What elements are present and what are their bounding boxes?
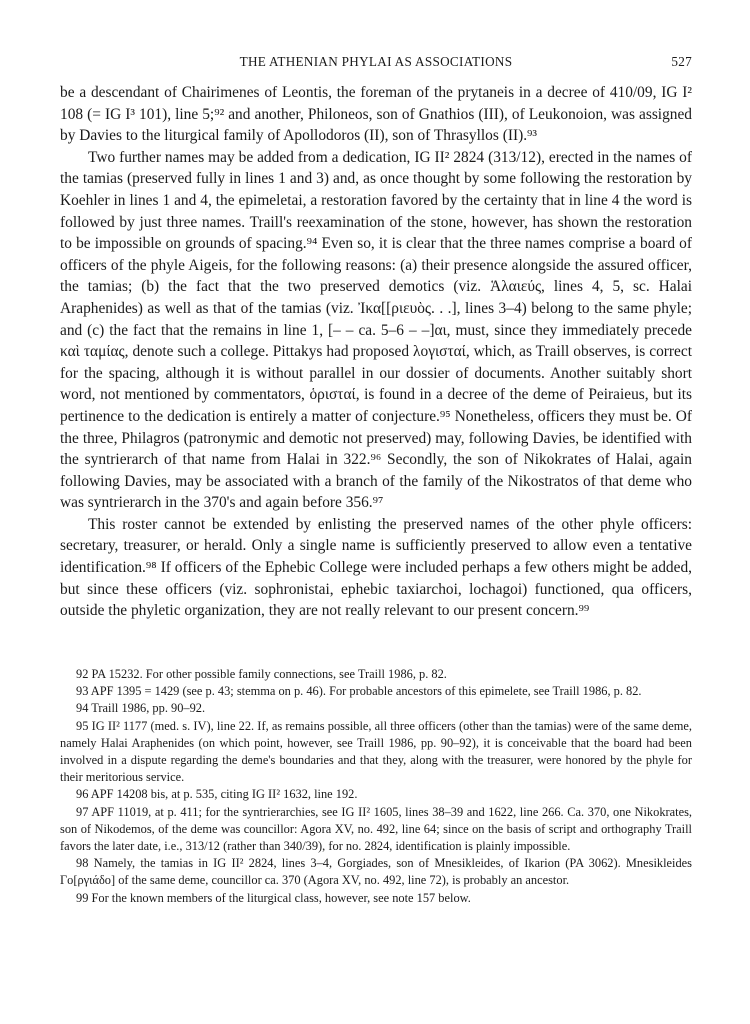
running-title: THE ATHENIAN PHYLAI AS ASSOCIATIONS — [239, 54, 513, 69]
footnote: 98 Namely, the tamias in IG II² 2824, lines 3–4, Gorgiades, son of Mnesikleides, of Ikarion (PA 3062). Mnesikleides Γο[ργιάδο] of the same deme, councillor ca. 370 (Agora XV, no. 492, line 72), is probably an ancestor. — [60, 856, 692, 888]
footnote: 96 APF 14208 bis, at p. 535, citing IG II² 1632, line 192. — [76, 787, 358, 802]
main-text — [60, 82, 692, 622]
page-number: 527 — [671, 54, 692, 69]
footnote: 92 PA 15232. For other possible family connections, see Traill 1986, p. 82. — [76, 667, 447, 681]
paragraph: Two further names may be added from a dedication, IG II² 2824 (313/12), erected in the names of the tamias (preserved fully in lines 1 and 3) and, as once thought by some following the restoration by Koehler in lines 1 and 4, the epimeletai, a restoration favored by the certainty that in line 4 the word is followed by just three names. Traill's reexamination of the stone, however, has shown the restoration to be impossible on grounds of spacing.⁹⁴ Even so, it is clear that the three names comprise a board of officers of the phyle Aigeis, for the following reasons: (a) their presence alongside the assured officer, the tamias; (b) the fact that the two preserved demotics (viz. Ἁλαιεύς, lines 4, 5, sc. Halai Araphenides) as well as that of the tamias (viz. Ἰκα[[ριευὸς. . .], lines 3–4) belong to the same phyle; and (c) the fact that the remains in line 1, [– – ca. 5–6 – –]αι, must, since they immediately precede καὶ ταμίας, denote such a college. Pittakys had proposed λογισταί, which, as Traill observes, is correct for the spacing, although it is without parallel in our dossier of documents. Another suitably short word, not mentioned by commentators, ὁρισταί, is found in a decree of the deme of Peiraieus, but its pertinence to the dedication is entirely a matter of conjecture.⁹⁵ Nonetheless, officers they must be. Of the three, Philagros (patronymic and demotic not preserved) may, following Davies, be identified with the syntrierarch of that name from Halai in 322.⁹⁶ Secondly, the son of Nikokrates of Halai, again following Davies, may be associated with a branch of the family of the Nikostratos of that deme who was syntrierarch in the 370's and again before 356.⁹⁷ — [60, 148, 692, 512]
footnotes — [60, 666, 692, 907]
running-header — [60, 54, 692, 74]
paragraph: be a descendant of Chairimenes of Leontis, the foreman of the prytaneis in a decree of 410/09, IG I² 108 (= IG I³ 101), line 5;⁹² and another, Philoneos, son of Gnathios (III), of Leukonoion, was assigned by Davies to the liturgical family of Apollodoros (II), son of Thrasyllos (II).⁹³ — [60, 84, 692, 145]
footnote: 95 IG II² 1177 (med. s. IV), line 22. If, as remains possible, all three officers (other than the tamias) were of the same deme, namely Halai Araphenides (on which point, however, see Traill 1986, pp. 90–92), it is conceivable that the board had been involved in a dispute regarding the deme's boundaries and that they, along with the treasurer, were honored by the phyle for their meritorious service. — [60, 718, 692, 785]
footnote: 93 APF 1395 = 1429 (see p. 43; stemma on p. 46). For probable ancestors of this epimelete, see Traill 1986, p. 82. — [76, 684, 642, 699]
footnote: 94 Traill 1986, pp. 90–92. — [76, 701, 206, 716]
paragraph: This roster cannot be extended by enlisting the preserved names of the other phyle officers: secretary, treasurer, or herald. Only a single name is sufficiently preserved to allow even a tentative identification.⁹⁸ If officers of the Ephebic College were included perhaps a few others might be added, but since these officers (viz. sophronistai, ephebic taxiarchoi, lochagoi) functioned, qua officers, outside the phyletic organization, they are not really relevant to our present concern.⁹⁹ — [60, 515, 692, 620]
footnote: 99 For the known members of the liturgical class, however, see note 157 below. — [76, 890, 471, 905]
footnote: 97 APF 11019, at p. 411; for the syntrierarchies, see IG II² 1605, lines 38–39 and 1622, line 266. Ca. 370, one Nikokrates, son of Nikodemos, of the deme was councillor: Agora XV, no. 492, line 64; since on the basis of script and orthography Traill favors the later date, i.e., 313/12 (rather than 340/39), for no. 2824, identification is plainly impossible. — [60, 804, 692, 854]
